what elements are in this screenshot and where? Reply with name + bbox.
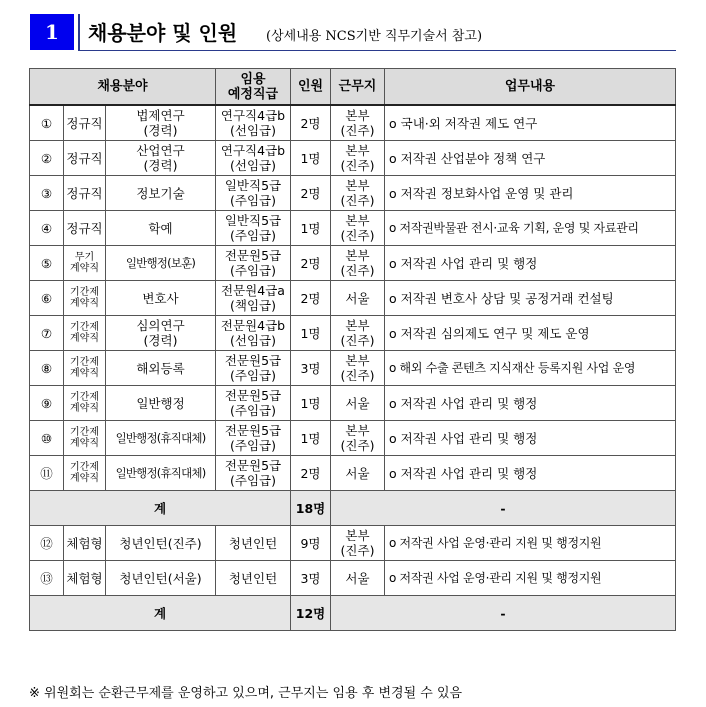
total-row bbox=[30, 491, 676, 526]
row-number: ⑪ bbox=[30, 456, 64, 491]
row-number: ⑧ bbox=[30, 351, 64, 386]
employment-type: 정규직 bbox=[64, 105, 106, 141]
employment-type: 정규직 bbox=[64, 141, 106, 176]
job-grade: 연구직4급b (선임급) bbox=[216, 141, 291, 176]
job-grade: 청년인턴 bbox=[216, 561, 291, 596]
job-field: 일반행정(휴직대체) bbox=[106, 421, 216, 456]
header-grade: 임용 예정직급 bbox=[216, 69, 291, 106]
job-field: 법제연구 (경력) bbox=[106, 105, 216, 141]
job-grade: 일반직5급 (주임급) bbox=[216, 211, 291, 246]
job-field: 일반행정(보훈) bbox=[106, 246, 216, 281]
job-duty: o 저작권 사업 관리 및 행정 bbox=[385, 246, 676, 281]
work-location: 본부 (진주) bbox=[331, 351, 385, 386]
job-grade: 전문원4급b (선임급) bbox=[216, 316, 291, 351]
job-field: 심의연구 (경력) bbox=[106, 316, 216, 351]
table-row bbox=[30, 561, 676, 596]
work-location: 서울 bbox=[331, 561, 385, 596]
job-duty: o 저작권 사업 관리 및 행정 bbox=[385, 421, 676, 456]
total-dash: - bbox=[331, 491, 676, 526]
row-number: ⑫ bbox=[30, 526, 64, 561]
recruitment-table bbox=[29, 68, 676, 631]
job-grade: 전문원5급 (주임급) bbox=[216, 351, 291, 386]
employment-type: 무기 계약직 bbox=[64, 246, 106, 281]
total-dash: - bbox=[331, 596, 676, 631]
job-duty: o 저작권 사업 관리 및 행정 bbox=[385, 386, 676, 421]
headcount: 9명 bbox=[291, 526, 331, 561]
job-field: 산업연구 (경력) bbox=[106, 141, 216, 176]
table-row bbox=[30, 176, 676, 211]
job-duty: o 저작권박물관 전시·교육 기획, 운영 및 자료관리 bbox=[385, 211, 676, 246]
table-row bbox=[30, 281, 676, 316]
job-duty: o 저작권 사업 운영·관리 지원 및 행정지원 bbox=[385, 526, 676, 561]
total-label: 계 bbox=[30, 491, 291, 526]
job-field: 정보기술 bbox=[106, 176, 216, 211]
job-duty: o 저작권 산업분야 정책 연구 bbox=[385, 141, 676, 176]
employment-type: 기간제 계약직 bbox=[64, 456, 106, 491]
job-field: 학예 bbox=[106, 211, 216, 246]
work-location: 본부 (진주) bbox=[331, 316, 385, 351]
table-header-row bbox=[30, 69, 676, 106]
headcount: 3명 bbox=[291, 351, 331, 386]
row-number: ⑦ bbox=[30, 316, 64, 351]
work-location: 본부 (진주) bbox=[331, 526, 385, 561]
section-header bbox=[30, 14, 676, 52]
table-row bbox=[30, 386, 676, 421]
row-number: ② bbox=[30, 141, 64, 176]
job-grade: 일반직5급 (주임급) bbox=[216, 176, 291, 211]
employment-type: 정규직 bbox=[64, 211, 106, 246]
work-location: 본부 (진주) bbox=[331, 105, 385, 141]
section-number-badge: 1 bbox=[30, 14, 74, 50]
row-number: ⑬ bbox=[30, 561, 64, 596]
table-row bbox=[30, 456, 676, 491]
employment-type: 정규직 bbox=[64, 176, 106, 211]
job-field: 해외등록 bbox=[106, 351, 216, 386]
employment-type: 체험형 bbox=[64, 526, 106, 561]
employment-type: 기간제 계약직 bbox=[64, 351, 106, 386]
header-count: 인원 bbox=[291, 69, 331, 106]
total-count: 12명 bbox=[291, 596, 331, 631]
row-number: ⑤ bbox=[30, 246, 64, 281]
row-number: ③ bbox=[30, 176, 64, 211]
header-duty: 업무내용 bbox=[385, 69, 676, 106]
section-title: 채용분야 및 인원 bbox=[88, 21, 238, 45]
employment-type: 체험형 bbox=[64, 561, 106, 596]
work-location: 본부 (진주) bbox=[331, 176, 385, 211]
job-field: 청년인턴(서울) bbox=[106, 561, 216, 596]
job-grade: 전문원5급 (주임급) bbox=[216, 386, 291, 421]
headcount: 2명 bbox=[291, 281, 331, 316]
header-location: 근무지 bbox=[331, 69, 385, 106]
employment-type: 기간제 계약직 bbox=[64, 281, 106, 316]
job-grade: 전문원4급a (책임급) bbox=[216, 281, 291, 316]
job-field: 청년인턴(진주) bbox=[106, 526, 216, 561]
headcount: 1명 bbox=[291, 386, 331, 421]
headcount: 2명 bbox=[291, 456, 331, 491]
total-label: 계 bbox=[30, 596, 291, 631]
headcount: 1명 bbox=[291, 211, 331, 246]
employment-type: 기간제 계약직 bbox=[64, 386, 106, 421]
work-location: 본부 (진주) bbox=[331, 141, 385, 176]
job-duty: o 저작권 사업 운영·관리 지원 및 행정지원 bbox=[385, 561, 676, 596]
work-location: 서울 bbox=[331, 456, 385, 491]
job-grade: 전문원5급 (주임급) bbox=[216, 421, 291, 456]
table-row bbox=[30, 351, 676, 386]
row-number: ⑩ bbox=[30, 421, 64, 456]
job-duty: o 저작권 사업 관리 및 행정 bbox=[385, 456, 676, 491]
footnote: ※ 위원회는 순환근무제를 운영하고 있으며, 근무지는 임용 후 변경될 수 있음 bbox=[29, 686, 463, 701]
job-grade: 청년인턴 bbox=[216, 526, 291, 561]
section-underline bbox=[78, 50, 676, 51]
table-row bbox=[30, 316, 676, 351]
job-duty: o 저작권 정보화사업 운영 및 관리 bbox=[385, 176, 676, 211]
section-divider-bar bbox=[78, 14, 80, 50]
employment-type: 기간제 계약직 bbox=[64, 316, 106, 351]
table-row bbox=[30, 421, 676, 456]
row-number: ⑥ bbox=[30, 281, 64, 316]
headcount: 1명 bbox=[291, 316, 331, 351]
headcount: 3명 bbox=[291, 561, 331, 596]
job-grade: 연구직4급b (선임급) bbox=[216, 105, 291, 141]
job-field: 일반행정 bbox=[106, 386, 216, 421]
work-location: 서울 bbox=[331, 281, 385, 316]
job-duty: o 국내·외 저작권 제도 연구 bbox=[385, 105, 676, 141]
job-duty: o 저작권 변호사 상담 및 공정거래 컨설팅 bbox=[385, 281, 676, 316]
table-row bbox=[30, 526, 676, 561]
headcount: 2명 bbox=[291, 176, 331, 211]
total-count: 18명 bbox=[291, 491, 331, 526]
header-field: 채용분야 bbox=[30, 69, 216, 106]
job-duty: o 해외 수출 콘텐츠 지식재산 등록지원 사업 운영 bbox=[385, 351, 676, 386]
work-location: 본부 (진주) bbox=[331, 211, 385, 246]
table-row bbox=[30, 105, 676, 141]
headcount: 2명 bbox=[291, 246, 331, 281]
table-row bbox=[30, 211, 676, 246]
job-grade: 전문원5급 (주임급) bbox=[216, 456, 291, 491]
job-field: 일반행정(휴직대체) bbox=[106, 456, 216, 491]
job-grade: 전문원5급 (주임급) bbox=[216, 246, 291, 281]
headcount: 2명 bbox=[291, 105, 331, 141]
job-duty: o 저작권 심의제도 연구 및 제도 운영 bbox=[385, 316, 676, 351]
employment-type: 기간제 계약직 bbox=[64, 421, 106, 456]
job-field: 변호사 bbox=[106, 281, 216, 316]
section-subtitle: (상세내용 NCS기반 직무기술서 참고) bbox=[266, 29, 483, 44]
row-number: ⑨ bbox=[30, 386, 64, 421]
work-location: 본부 (진주) bbox=[331, 246, 385, 281]
headcount: 1명 bbox=[291, 421, 331, 456]
row-number: ① bbox=[30, 105, 64, 141]
table-row bbox=[30, 246, 676, 281]
headcount: 1명 bbox=[291, 141, 331, 176]
work-location: 본부 (진주) bbox=[331, 421, 385, 456]
table-row bbox=[30, 141, 676, 176]
work-location: 서울 bbox=[331, 386, 385, 421]
total-row bbox=[30, 596, 676, 631]
row-number: ④ bbox=[30, 211, 64, 246]
